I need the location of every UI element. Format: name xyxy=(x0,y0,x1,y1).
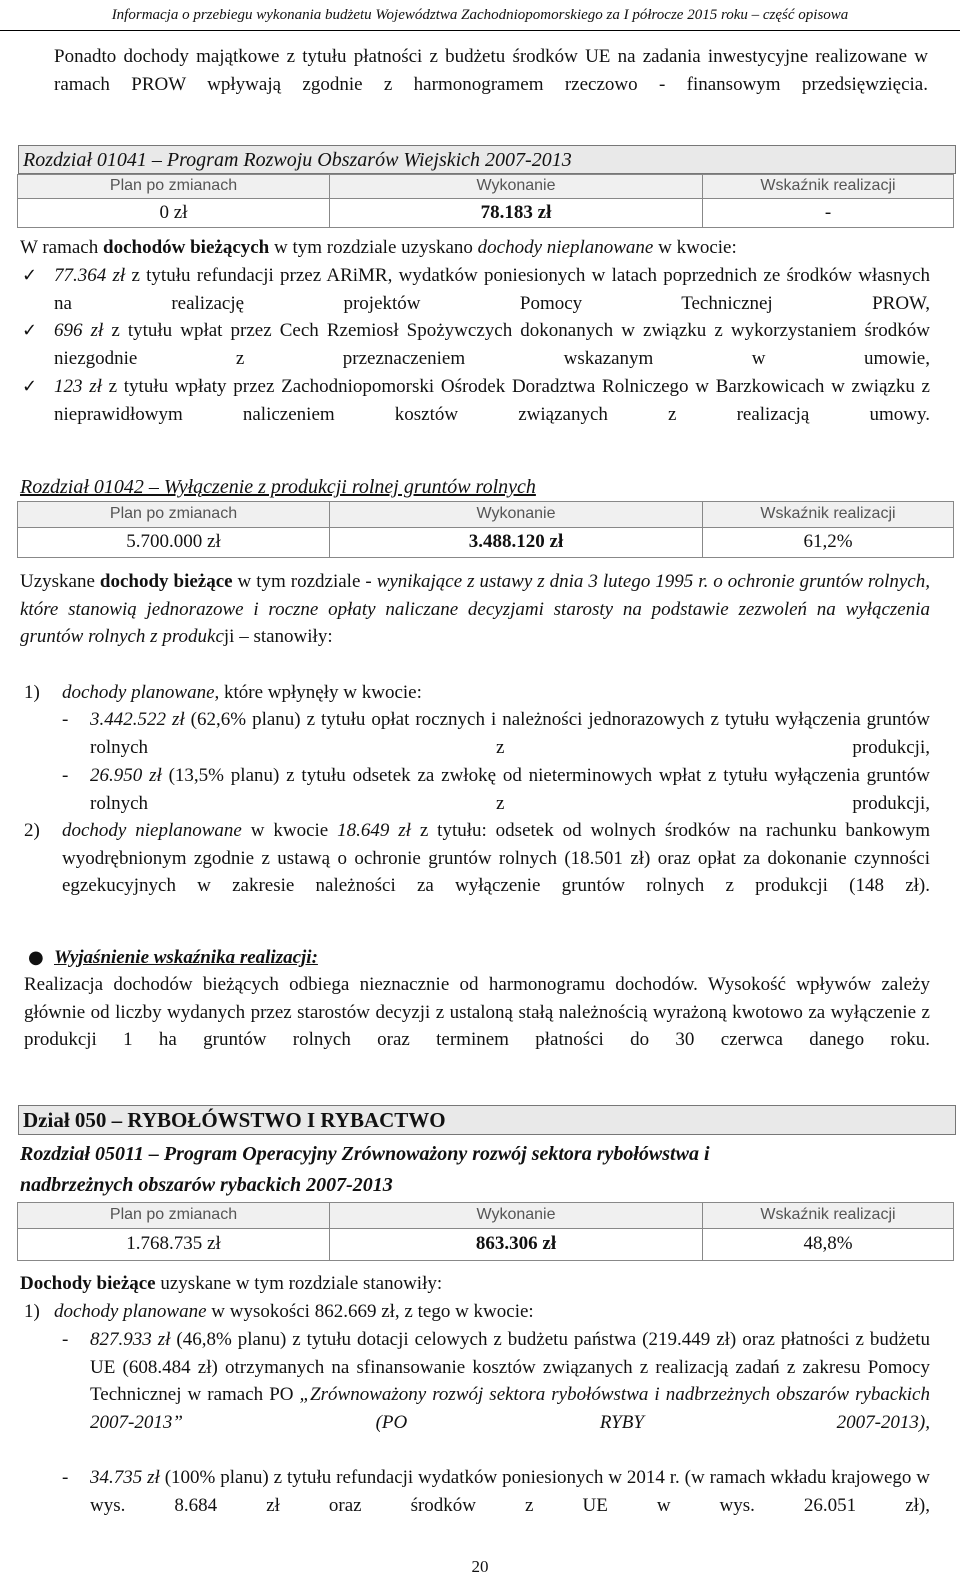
check-icon: ✓ xyxy=(22,265,38,286)
col-wykonanie-header: Wykonanie xyxy=(329,174,703,199)
table-01041 xyxy=(18,175,956,228)
plan-value: 0 zł xyxy=(17,198,330,228)
r05011-lead: Dochody bieżące uzyskane w tym rozdziale stanowiły: xyxy=(20,1273,443,1294)
wskaznik-value: 61,2% xyxy=(702,527,954,558)
col-wskaznik-header: Wskaźnik realizacji xyxy=(702,501,954,528)
list-number: 1) xyxy=(24,1301,40,1322)
numbered-item: dochody planowane, które wpłynęły w kwocie: xyxy=(62,682,422,703)
dash-bullet: - xyxy=(62,709,69,730)
explanation-text: Realizacja dochodów bieżących odbiega nieznacznie od harmonogramu dochodów. Wysokość wpływów zależy głównie od liczby wydanych przez starostów decyzji z ustaloną stałą należnością wyrażoną kwotowo za wyłączenie z produkcji 1 ha gruntów rolnych oraz terminem płatności do 30 czerwca danego roku. xyxy=(24,974,930,1050)
col-wykonanie-header: Wykonanie xyxy=(329,1202,703,1229)
col-wykonanie-header: Wykonanie xyxy=(329,501,703,528)
plan-value: 5.700.000 zł xyxy=(17,527,330,558)
list-number: 2) xyxy=(24,820,40,841)
col-plan-header: Plan po zmianach xyxy=(17,1202,330,1229)
table-05011 xyxy=(18,1203,956,1261)
dash-bullet: - xyxy=(62,765,69,786)
wykonanie-value: 3.488.120 zł xyxy=(329,527,703,558)
dash-item: 26.950 zł (13,5% planu) z tytułu odsetek za zwłokę od nieterminowych wpłat z tytułu wyłączenia gruntów rolnych z produkcji, xyxy=(90,765,930,814)
list-item: 77.364 zł z tytułu refundacji przez ARiMR, wydatków poniesionych w latach poprzednich ze środków własnych na realizację projektów Pomocy Technicznej PROW, xyxy=(54,265,930,314)
wykonanie-value: 863.306 zł xyxy=(329,1228,703,1261)
section-heading-01042: Rozdział 01042 – Wyłączenie z produkcji rolnej gruntów rolnych xyxy=(20,476,536,498)
explanation-title: Wyjaśnienie wskaźnika realizacji: xyxy=(54,947,318,968)
dash-item: 34.735 zł (100% planu) z tytułu refundacji wydatków poniesionych w 2014 r. (w ramach wkładu krajowego w wys. 8.684 zł oraz środków z UE w wys. 26.051 zł), xyxy=(90,1467,930,1516)
list-item: 123 zł z tytułu wpłaty przez Zachodniopomorski Ośrodek Doradztwa Rolniczego w Barzkowicach w związku z nieprawidłowym naliczeniem kosztów związanych z realizacją umowy. xyxy=(54,376,930,425)
wskaznik-value: 48,8% xyxy=(702,1228,954,1261)
col-plan-header: Plan po zmianach xyxy=(17,174,330,199)
check-icon: ✓ xyxy=(22,376,38,397)
numbered-item: dochody nieplanowane w kwocie 18.649 zł z tytułu: odsetek od wolnych środków na rachunku bankowym wyodrębnionym zgodnie z ustawą o ochronie gruntów rolnych (18.501 zł) oraz opłat za dokonanie czynności egzekucyjnych w zakresie należności za wyłączenie gruntów rolnych z produkcji (148 zł). xyxy=(62,820,930,896)
numbered-item: dochody planowane w wysokości 862.669 zł, z tego w kwocie: xyxy=(54,1301,534,1322)
intro-paragraph: Ponadto dochody majątkowe z tytułu płatności z budżetu środków UE na zadania inwestycyjne realizowane w ramach PROW wpływają zgodnie z harmonogramem rzeczowo - finansowym przedsięwzięcia. xyxy=(54,46,928,95)
r01042-paragraph: Uzyskane dochody bieżące w tym rozdziale - wynikające z ustawy z dnia 3 lutego 1995 r. o ochronie gruntów rolnych, które stanowią jednorazowe i roczne opłaty naliczane decyzjami starosty na podstawie zezwoleń na wyłączenia gruntów rolnych z produkcji – stanowiły: xyxy=(20,571,930,647)
section-heading-01041: Rozdział 01041 – Program Rozwoju Obszarów Wiejskich 2007-2013 xyxy=(18,145,956,174)
wskaznik-value: - xyxy=(702,198,954,228)
dash-bullet: - xyxy=(62,1329,69,1350)
dzial-heading: Dział 050 – RYBOŁÓWSTWO I RYBACTWO xyxy=(18,1105,956,1135)
r01041-lead: W ramach dochodów bieżących w tym rozdziale uzyskano dochody nieplanowane w kwocie: xyxy=(20,237,737,258)
dash-bullet: - xyxy=(62,1467,69,1488)
list-number: 1) xyxy=(24,682,40,703)
running-header: Informacja o przebiegu wykonania budżetu Województwa Zachodniopomorskiego za I półrocze 2015 roku – część opisowa xyxy=(0,0,960,31)
dash-item: 827.933 zł (46,8% planu) z tytułu dotacji celowych z budżetu państwa (219.449 zł) oraz płatności z budżetu UE (608.484 zł) otrzymanych na sfinansowanie kosztów związanych z realizacją zadań z zakresu Pomocy Technicznej w ramach PO „Zrównoważony rozwój sektora rybołówstwa i nadbrzeżnych obszarów rybackich 2007-2013” (PO RYBY 2007-2013), xyxy=(90,1329,930,1433)
col-plan-header: Plan po zmianach xyxy=(17,501,330,528)
plan-value: 1.768.735 zł xyxy=(17,1228,330,1261)
wykonanie-value: 78.183 zł xyxy=(329,198,703,228)
section-heading-05011: Rozdział 05011 – Program Operacyjny Zrównoważony rozwój sektora rybołówstwa i nadbrzeżnych obszarów rybackich 2007-2013 xyxy=(20,1143,710,1196)
col-wskaznik-header: Wskaźnik realizacji xyxy=(702,1202,954,1229)
table-01042 xyxy=(18,502,956,558)
bullet-icon: ● xyxy=(28,947,44,968)
list-item: 696 zł z tytułu wpłat przez Cech Rzemiosł Spożywczych dokonanych w związku z wykorzystaniem środków niezgodnie z przeznaczeniem wskazanym w umowie, xyxy=(54,320,930,369)
page-number: 20 xyxy=(471,1557,489,1576)
dash-item: 3.442.522 zł (62,6% planu) z tytułu opłat rocznych i należności jednorazowych z tytułu wyłączenia gruntów rolnych z produkcji, xyxy=(90,709,930,758)
check-icon: ✓ xyxy=(22,320,38,341)
col-wskaznik-header: Wskaźnik realizacji xyxy=(702,174,954,199)
